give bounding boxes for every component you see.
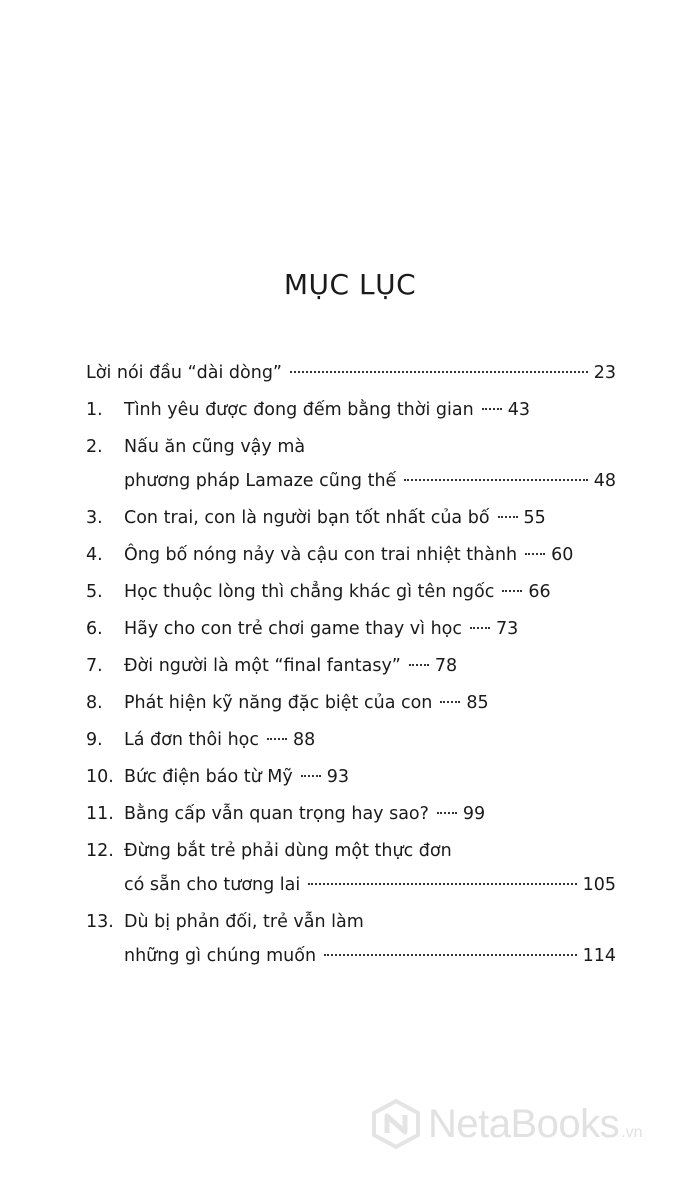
toc-entry-text: Dù bị phản đối, trẻ vẫn làm — [124, 912, 364, 932]
toc-page-number: 99 — [462, 804, 486, 824]
netabooks-logo-icon — [370, 1098, 422, 1150]
dot-leader — [301, 775, 321, 777]
watermark — [370, 1098, 643, 1150]
toc-page-number: 43 — [507, 400, 530, 420]
toc-entry-number: 7. — [86, 656, 103, 676]
toc-entry-text: Nấu ăn cũng vậy mà — [124, 437, 306, 457]
toc-entry-text: Lời nói đầu “dài dòng” — [86, 363, 282, 383]
dot-leader — [482, 408, 502, 410]
toc-entry-number: 12. — [86, 841, 114, 861]
toc-entry-line — [86, 649, 457, 683]
toc-entry-line — [86, 686, 489, 720]
toc-entry-text: Lá đơn thôi học — [124, 730, 260, 750]
toc-entry[interactable] — [86, 501, 616, 535]
toc-entry[interactable] — [86, 797, 616, 831]
toc-entry-text: Đời người là một “final fantasy” — [124, 656, 401, 676]
toc-entry-text: Tình yêu được đong đếm bằng thời gian — [124, 400, 474, 420]
toc-entry-number: 9. — [86, 730, 103, 750]
watermark-brand: NetaBooks — [428, 1101, 620, 1146]
toc-entry-line — [86, 905, 616, 939]
dot-leader — [324, 954, 577, 956]
toc-page-number: 78 — [434, 656, 458, 676]
toc-entry-text: những gì chúng muốn — [124, 946, 317, 966]
toc-page-number: 55 — [523, 508, 546, 528]
toc-entry-line — [86, 464, 616, 498]
dot-leader — [470, 627, 490, 629]
toc-entry-line — [86, 393, 530, 427]
toc-entry[interactable] — [86, 905, 616, 973]
toc-entry-line — [86, 760, 349, 794]
dot-leader — [308, 883, 576, 885]
toc-entry[interactable] — [86, 834, 616, 902]
toc-page-number: 85 — [466, 693, 489, 713]
toc-entry-line — [86, 538, 573, 572]
toc-entry-number: 13. — [86, 912, 114, 932]
toc-entry-number: 1. — [86, 400, 103, 420]
toc-entry-number: 5. — [86, 582, 103, 602]
toc-entry-text: Hãy cho con trẻ chơi game thay vì học — [124, 619, 463, 639]
dot-leader — [502, 590, 522, 592]
toc-entry-line — [86, 797, 485, 831]
toc-entry-text: Ông bố nóng nảy và cậu con trai nhiệt thành — [124, 545, 518, 565]
toc-entry-number: 4. — [86, 545, 103, 565]
toc-entry-text: Bức điện báo từ Mỹ — [124, 767, 293, 787]
toc-page-number: 114 — [582, 946, 616, 966]
toc-entry-line — [86, 430, 616, 464]
toc-page-number: 23 — [593, 363, 616, 383]
toc-entries-list — [86, 393, 616, 973]
dot-leader — [267, 738, 287, 740]
toc-entry-text: Học thuộc lòng thì chẳng khác gì tên ngốc — [124, 582, 495, 602]
toc-entry-text: có sẵn cho tương lai — [124, 875, 301, 895]
toc-entry[interactable] — [86, 575, 616, 609]
toc-page-number: 73 — [496, 619, 519, 639]
toc-entry[interactable] — [86, 538, 616, 572]
toc-entry-line — [86, 575, 551, 609]
toc-entry[interactable] — [86, 612, 616, 646]
toc-page-number: 60 — [551, 545, 574, 565]
toc-entry-line — [86, 834, 616, 868]
page-title: MỤC LỤC — [283, 268, 417, 301]
toc-entry-line — [86, 868, 616, 902]
toc-entry[interactable] — [86, 393, 616, 427]
toc-entry[interactable] — [86, 686, 616, 720]
dot-leader — [498, 516, 518, 518]
toc-entry[interactable] — [86, 723, 616, 757]
toc-entry-line — [86, 939, 616, 973]
toc-entry-line — [86, 612, 518, 646]
toc-entry-number: 8. — [86, 693, 103, 713]
toc-entry-line — [86, 501, 546, 535]
toc-page-number: 105 — [582, 875, 616, 895]
toc-entry-line — [86, 723, 315, 757]
toc-entry-number: 11. — [86, 804, 114, 824]
toc-entry-text: Đừng bắt trẻ phải dùng một thực đơn — [124, 841, 452, 861]
table-of-contents — [86, 356, 616, 976]
toc-entry[interactable] — [86, 760, 616, 794]
toc-entry-number: 2. — [86, 437, 103, 457]
dot-leader — [409, 664, 429, 666]
toc-entry[interactable] — [86, 430, 616, 498]
dot-leader — [404, 479, 587, 481]
toc-entry[interactable] — [86, 649, 616, 683]
toc-page-number: 66 — [528, 582, 551, 602]
toc-page-number: 88 — [293, 730, 316, 750]
toc-entry-number: 10. — [86, 767, 114, 787]
toc-page-number: 48 — [593, 471, 616, 491]
toc-entry-number: 6. — [86, 619, 103, 639]
toc-entry-text: Phát hiện kỹ năng đặc biệt của con — [124, 693, 433, 713]
toc-entry-number: 3. — [86, 508, 103, 528]
dot-leader — [440, 701, 460, 703]
toc-entry-text: Con trai, con là người bạn tốt nhất của bố — [124, 508, 490, 528]
toc-page-number: 93 — [326, 767, 350, 787]
dot-leader — [525, 553, 545, 555]
dot-leader — [437, 812, 457, 814]
toc-entry-preface[interactable] — [86, 356, 616, 390]
toc-entry-text: phương pháp Lamaze cũng thế — [124, 471, 397, 491]
watermark-suffix: .vn — [621, 1124, 643, 1141]
dot-leader — [290, 371, 588, 373]
toc-entry-text: Bằng cấp vẫn quan trọng hay sao? — [124, 804, 429, 824]
